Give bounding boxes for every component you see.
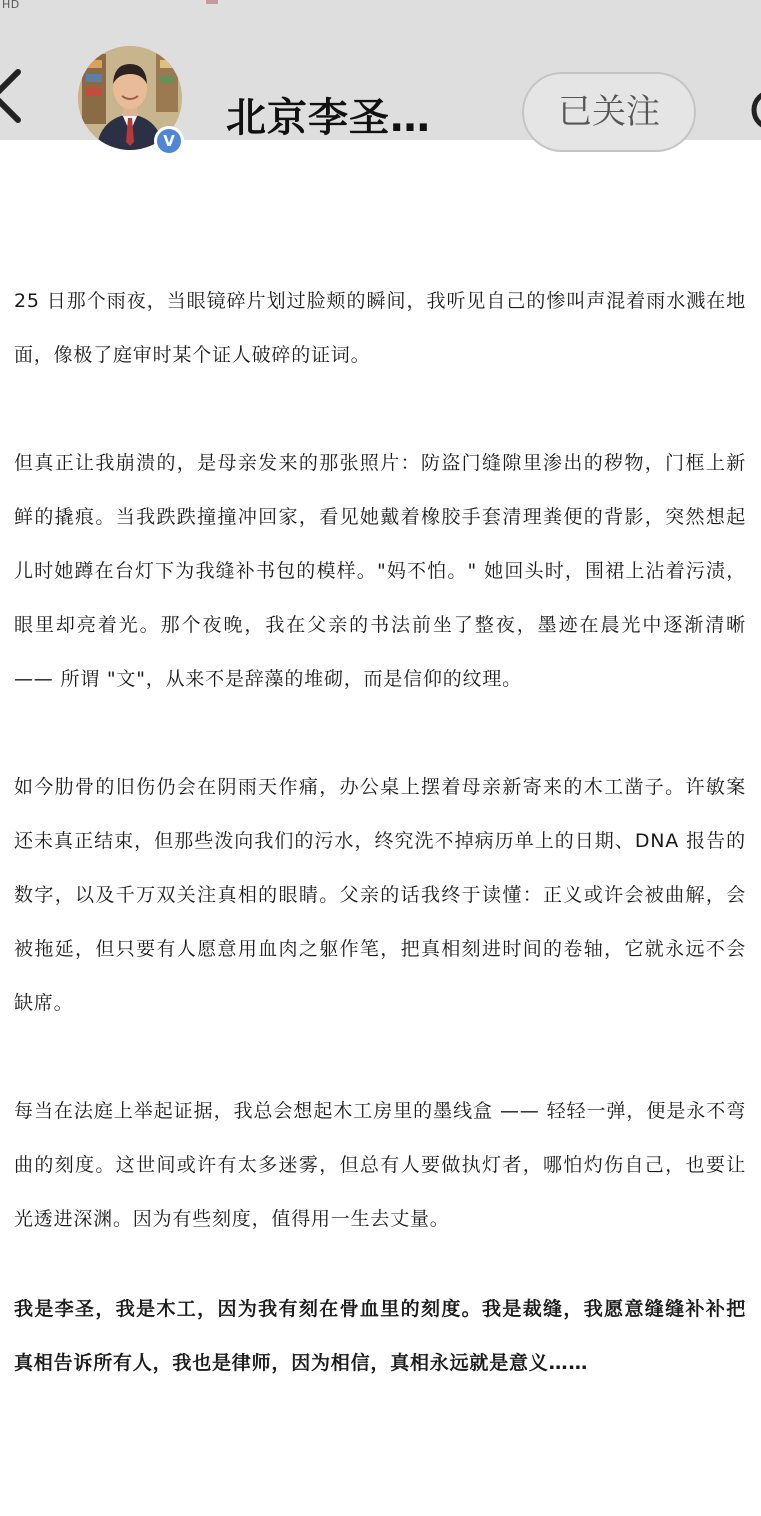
- article-body: [14, 274, 746, 1390]
- article-paragraph: 如今肋骨的旧伤仍会在阴雨天作痛，办公桌上摆着母亲新寄来的木工凿子。许敏案还未真正结束，但那些泼向我们的污水，终究洗不掉病历单上的日期、DNA 报告的数字，以及千万双关注真相的眼睛。父亲的话我终于读懂：正义或许会被曲解，会被拖延，但只要有人愿意用血肉之躯作笔，把真相刻进时间的卷轴，它就永远不会缺席。: [14, 776, 746, 1014]
- hd-indicator: HD: [2, 0, 20, 11]
- profile-header: [0, 14, 761, 150]
- chevron-left-icon: [0, 66, 28, 126]
- circle-icon: [748, 86, 761, 134]
- account-name[interactable]: 北京李圣…: [226, 95, 431, 141]
- status-bar: [0, 0, 761, 14]
- avatar-wrap[interactable]: [78, 46, 182, 150]
- following-button[interactable]: 已关注: [522, 72, 696, 152]
- status-indicator: [206, 0, 218, 4]
- article-paragraph: 但真正让我崩溃的，是母亲发来的那张照片：防盗门缝隙里渗出的秽物，门框上新鲜的撬痕。当我跌跌撞撞冲回家，看见她戴着橡胶手套清理粪便的背影，突然想起儿时她蹲在台灯下为我缝补书包的模样。"妈不怕。" 她回头时，围裙上沾着污渍，眼里却亮着光。那个夜晚，我在父亲的书法前坐了整夜，墨迹在晨光中逐渐清晰 —— 所谓 "文"，从来不是辞藻的堆砌，而是信仰的纹理。: [14, 452, 746, 690]
- article-closing-paragraph: 我是李圣，我是木工，因为我有刻在骨血里的刻度。我是裁缝，我愿意缝缝补补把真相告诉所有人，我也是律师，因为相信，真相永远就是意义……: [14, 1298, 746, 1374]
- article-paragraph: 25 日那个雨夜，当眼镜碎片划过脸颊的瞬间，我听见自己的惨叫声混着雨水溅在地面，像极了庭审时某个证人破碎的证词。: [14, 290, 746, 366]
- verified-icon: V: [154, 126, 184, 156]
- more-icon[interactable]: [748, 86, 761, 134]
- article-paragraph: 每当在法庭上举起证据，我总会想起木工房里的墨线盒 —— 轻轻一弹，便是永不弯曲的刻度。这世间或许有太多迷雾，但总有人要做执灯者，哪怕灼伤自己，也要让光透进深渊。因为有些刻度，值得用一生去丈量。: [14, 1100, 746, 1230]
- back-button[interactable]: [0, 66, 28, 126]
